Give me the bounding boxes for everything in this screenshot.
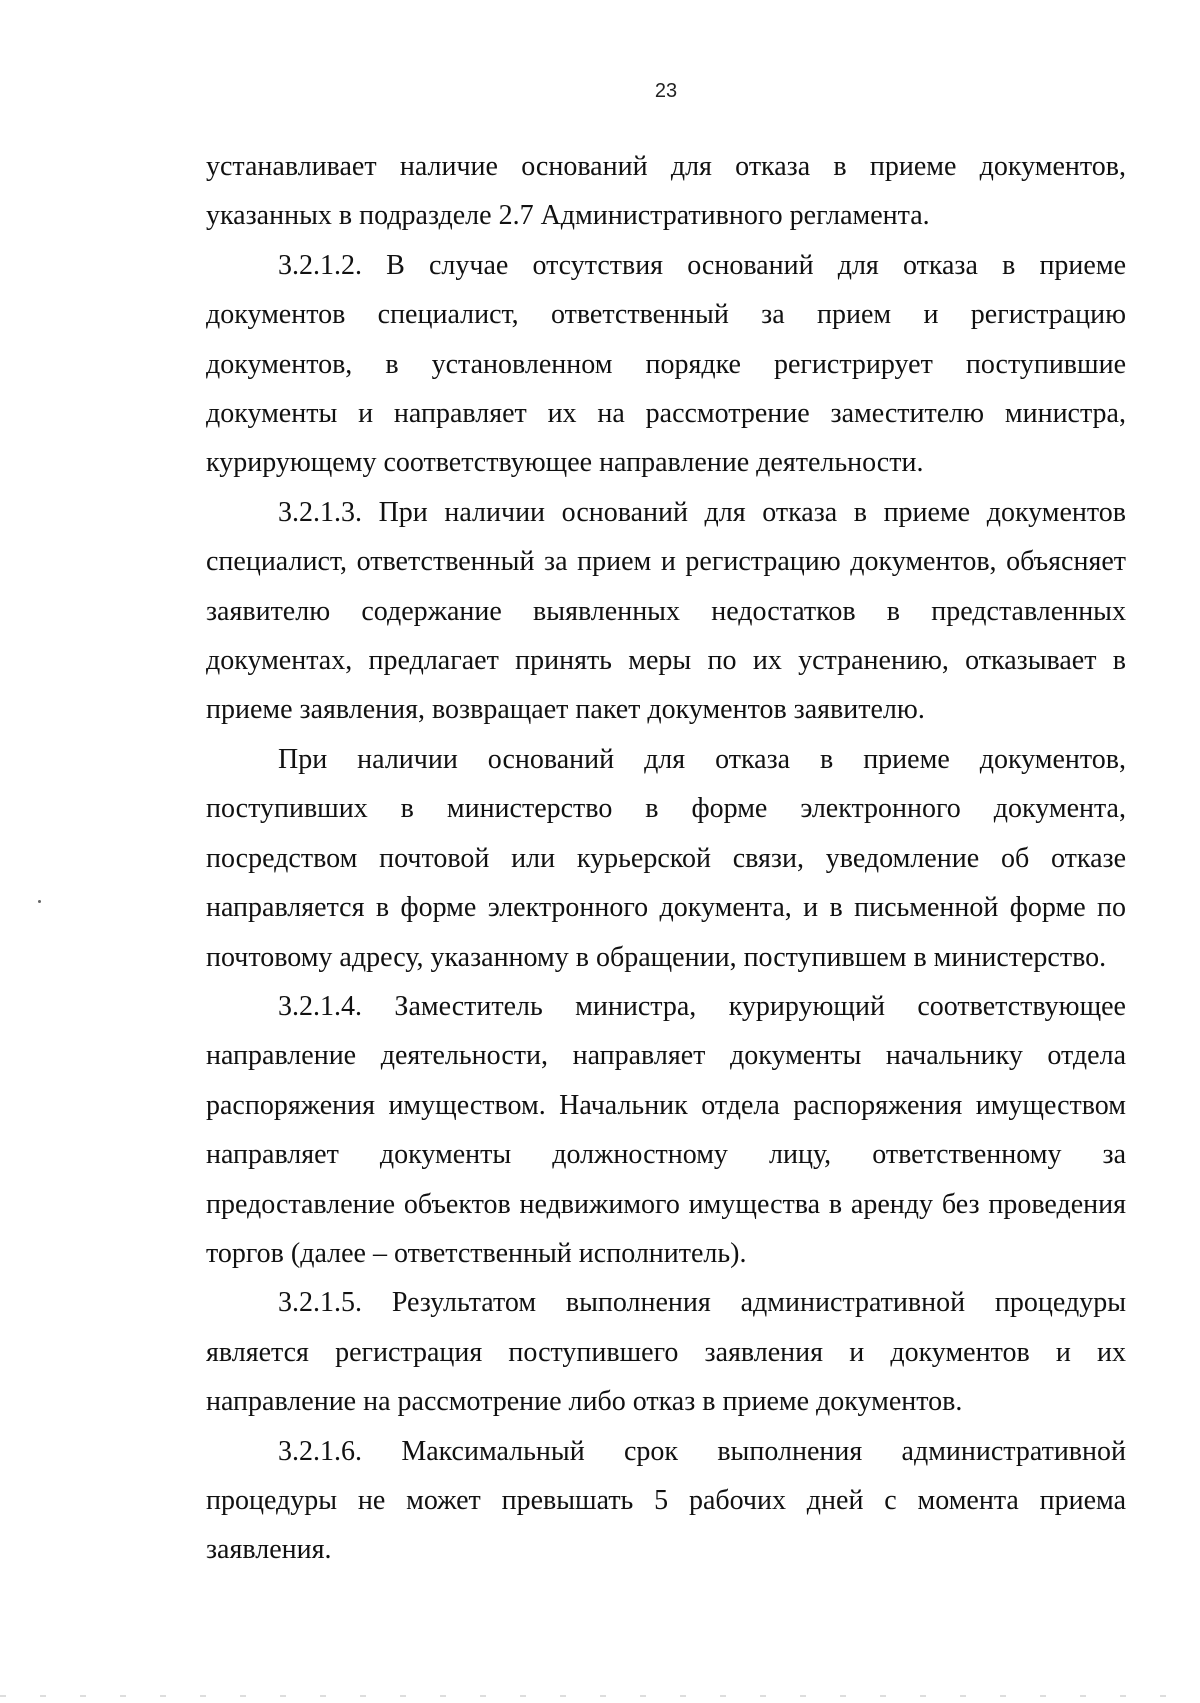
page-number: 23 [654, 80, 678, 102]
paragraph-3-2-1-3: 3.2.1.3. При наличии оснований для отказа в приеме документов специалист, ответственный за прием и регистрацию документов, объясняет заявителю содержание выявленных недостатков в представленных документах, предлагает принять меры по их устранению, отказывает в приеме заявления, возвращает пакет документов заявителю. [206, 496, 1126, 726]
paragraph-continuation: устанавливает наличие оснований для отказа в приеме документов, указанных в подразделе 2.7 Административного регламента. [206, 151, 1126, 232]
paragraph-refusal-notice: При наличии оснований для отказа в приеме документов, поступивших в министерство в форме электронного документа, посредством почтовой или курьерской связи, уведомление об отказе направляется в форме электронного документа, и в письменной форме по почтовому адресу, указанному в обращении, поступившем в министерство. [206, 743, 1126, 973]
document-body [206, 142, 1126, 1575]
scan-artifact-edge [0, 1695, 1200, 1697]
paragraph-3-2-1-6: 3.2.1.6. Максимальный срок выполнения административной процедуры не может превышать 5 рабочих дней с момента приема заявления. [206, 1435, 1126, 1566]
paragraph-3-2-1-2: 3.2.1.2. В случае отсутствия оснований для отказа в приеме документов специалист, ответственный за прием и регистрацию документов, в установленном порядке регистрирует поступившие документы и направляет их на рассмотрение заместителю министра, курирующему соответствующее направление деятельности. [206, 249, 1126, 479]
paragraph-3-2-1-4: 3.2.1.4. Заместитель министра, курирующий соответствующее направление деятельности, направляет документы начальнику отдела распоряжения имуществом. Начальник отдела распоряжения имуществом направляет документы должностному лицу, ответственному за предоставление объектов недвижимого имущества в аренду без проведения торгов (далее – ответственный исполнитель). [206, 990, 1126, 1269]
paragraph-3-2-1-5: 3.2.1.5. Результатом выполнения административной процедуры является регистрация поступившего заявления и документов и их направление на рассмотрение либо отказ в приеме документов. [206, 1287, 1126, 1418]
scan-artifact-dot [38, 900, 41, 903]
